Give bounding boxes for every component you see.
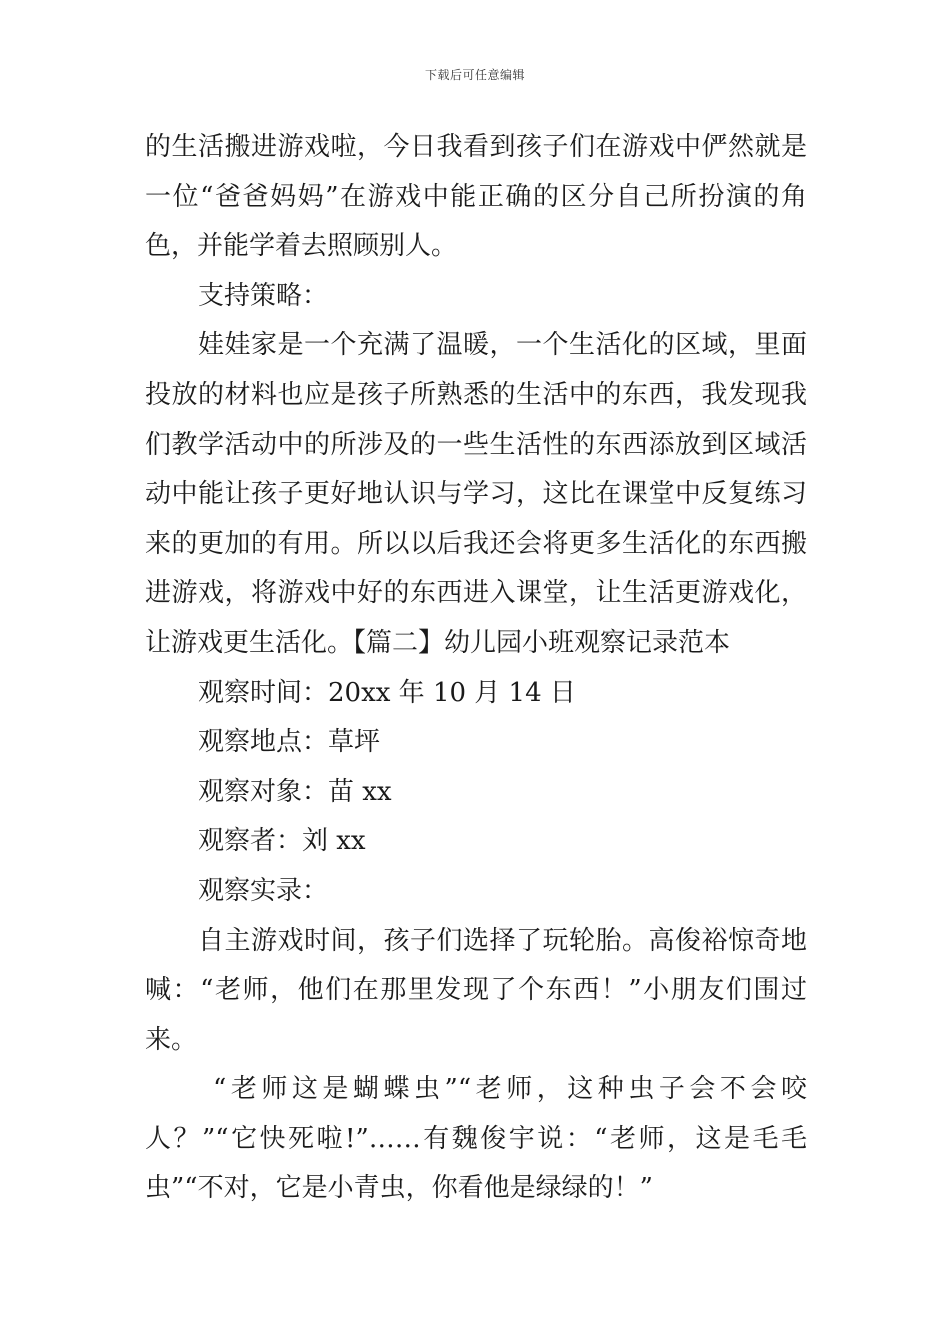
- observation-subject: 观察对象：苗 xx: [198, 776, 392, 807]
- paragraph-line: 娃娃家是一个充满了温暖，一个生活化的区域，里面: [198, 330, 807, 361]
- paragraph-line: 投放的材料也应是孩子所熟悉的生活中的东西，我发现我: [145, 379, 807, 410]
- observation-time: 观察时间：20xx 年 10 月 14 日: [198, 677, 576, 708]
- paragraph-line: 们教学活动中的所涉及的一些生活性的东西添放到区域活: [145, 429, 807, 460]
- paragraph-line: 虫”“不对，它是小青虫，你看他是绿绿的！”: [145, 1173, 653, 1204]
- paragraph-line: 人？”“它快死啦!”……有魏俊宇说：“老师，这是毛毛: [145, 1123, 807, 1154]
- observer: 观察者：刘 xx: [198, 826, 366, 857]
- document-body: [145, 123, 807, 1214]
- paragraph-line: 色，并能学着去照顾别人。: [145, 231, 458, 262]
- paragraph-line: 的生活搬进游戏啦，今日我看到孩子们在游戏中俨然就是: [145, 132, 807, 162]
- section-heading: 支持策略：: [198, 280, 329, 311]
- observation-place: 观察地点：草坪: [198, 727, 381, 758]
- paragraph-line: 进游戏，将游戏中好的东西进入课堂，让生活更游戏化，: [145, 578, 807, 609]
- paragraph-line: “老师这是蝴蝶虫”“老师，这种虫子会不会咬: [213, 1074, 807, 1105]
- paragraph-line: 让游戏更生活化。【篇二】幼儿园小班观察记录范本: [145, 627, 731, 658]
- paragraph-line: 自主游戏时间，孩子们选择了玩轮胎。高俊裕惊奇地: [198, 925, 807, 956]
- page-header-note: 下载后可任意编辑: [424, 68, 525, 82]
- paragraph-line: 一位“爸爸妈妈”在游戏中能正确的区分自己所扮演的角: [145, 181, 807, 212]
- paragraph-line: 喊：“老师，他们在那里发现了个东西！”小朋友们围过: [145, 975, 807, 1006]
- paragraph-line: 来。: [145, 1024, 198, 1055]
- observation-record-heading: 观察实录：: [198, 875, 329, 906]
- paragraph-line: 动中能让孩子更好地认识与学习，这比在课堂中反复练习: [145, 479, 807, 510]
- paragraph-line: 来的更加的有用。所以以后我还会将更多生活化的东西搬: [145, 528, 807, 559]
